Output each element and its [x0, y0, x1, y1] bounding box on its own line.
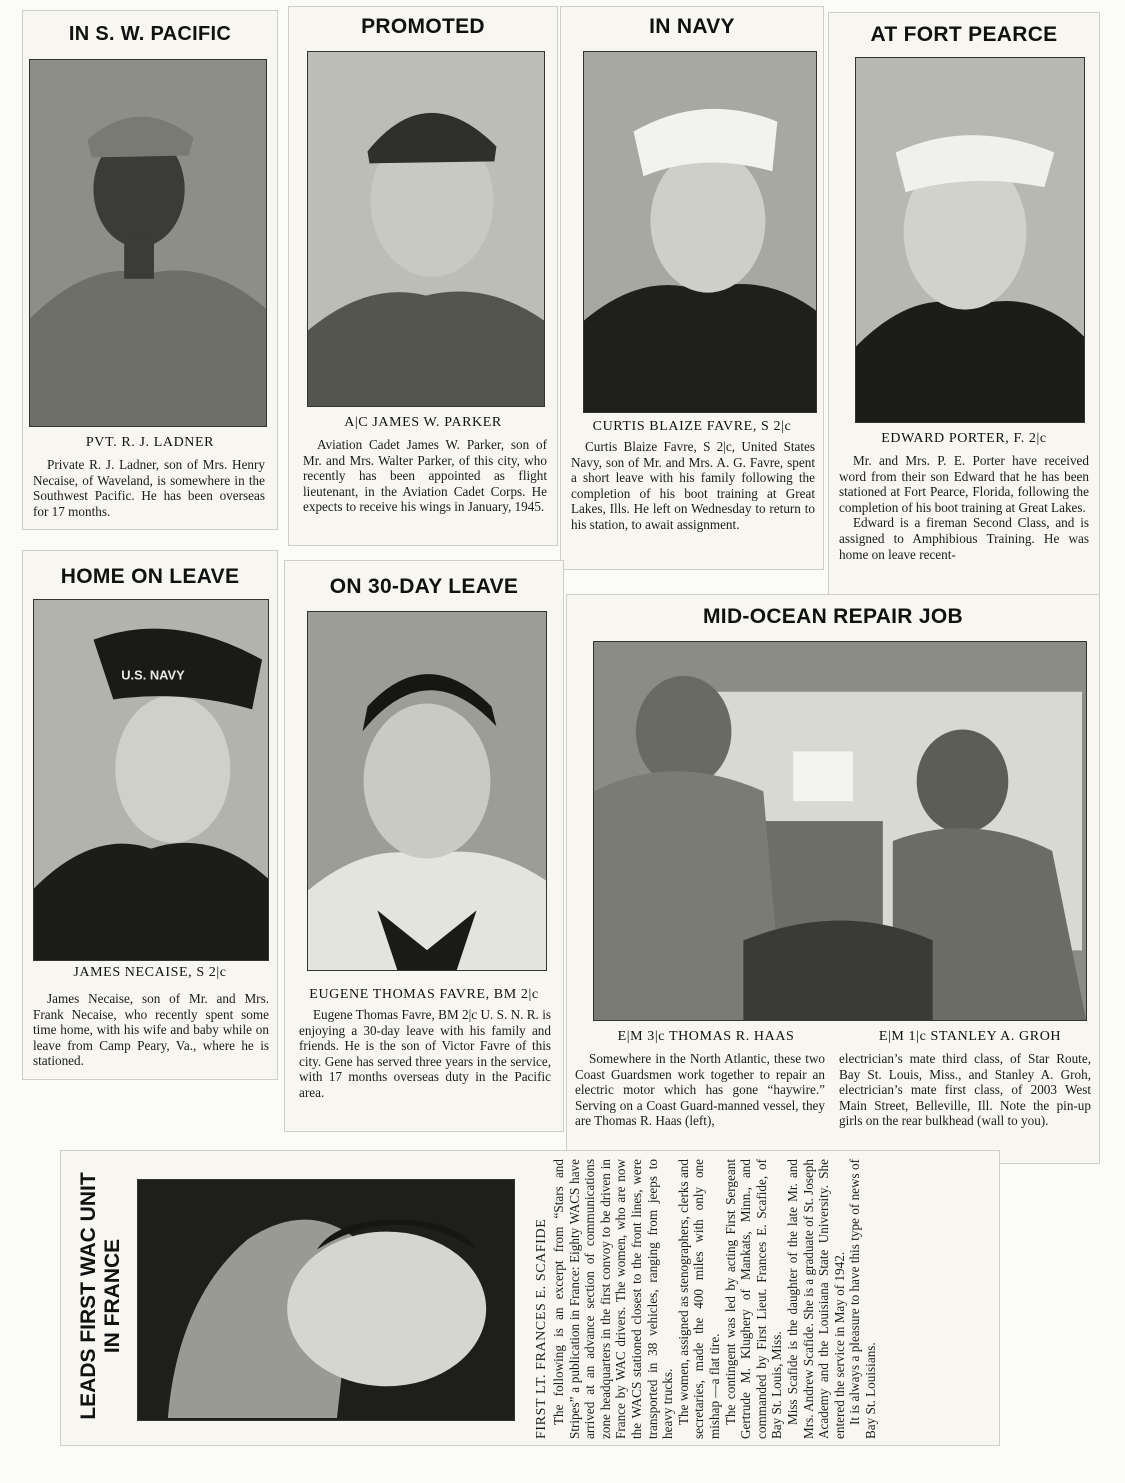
paragraph: The contingent was led by acting First Sergeant Gertrude M. Klughery of Mankats, Minn., and commanded by First Lieut. Frances E. Scafide, of Bay St. Louis, Miss. — [722, 1159, 785, 1439]
repair-photo — [593, 641, 1087, 1021]
paragraph: Miss Scafide is the daughter of the late Mr. and Mrs. Andrew Scafide. She is a graduate of St. Joseph Academy and the Louisiana State University. She entered the service in May of 1942. — [784, 1159, 847, 1439]
clipping-scafide — [60, 1150, 1000, 1446]
caption-ladner: PVT. R. J. LADNER — [85, 435, 215, 450]
paragraph: Mr. and Mrs. P. E. Porter have received word from their son Edward that he has been stationed at Fort Pearce, Florida, following the completion of his boot training at Great Lakes. — [839, 453, 1089, 515]
caption-porter: EDWARD PORTER, F. 2|c — [881, 431, 1047, 446]
clipping-porter — [828, 12, 1100, 596]
headline: HOME ON LEAVE — [60, 565, 240, 588]
headline: PROMOTED — [361, 15, 485, 38]
clipping-favre-eugene — [284, 560, 564, 1132]
caption-groh: E|M 1|c STANLEY A. GROH — [878, 1029, 1062, 1044]
headline-line2: IN FRANCE — [101, 1238, 124, 1354]
portrait-photo-favre-curtis — [583, 51, 817, 413]
clipping-necaise — [22, 550, 278, 1080]
clipping-favre-curtis — [560, 6, 824, 570]
paragraph: electrician’s mate third class, of Star Route, Bay St. Louis, Miss., and Stanley A. Groh, electrician’s mate first class, of 2003 West Main Street, Belleville, Ill. Note the pin-up girls on the rear bulkhead (wall to you). — [839, 1051, 1091, 1129]
article-body-favre-eugene — [299, 1007, 551, 1101]
paragraph: Aviation Cadet James W. Parker, son of Mr. and Mrs. Walter Parker, of this city, who recently has been appointed as flight lieutenant, in the Aviation Cadet Corps. He expects to receive his wings in January, 1945. — [303, 437, 547, 515]
headline: ON 30-DAY LEAVE — [329, 575, 519, 598]
paragraph: Edward is a fireman Second Class, and is assigned to Amphibious Training. He was home on leave recent- — [839, 515, 1089, 562]
paragraph: Eugene Thomas Favre, BM 2|c U. S. N. R. is enjoying a 30-day leave with his family and friends. He is the son of Victor Favre of this city. Gene has served three years in the service, with 17 months overseas duty in the Pacific area. — [299, 1007, 551, 1100]
paragraph: The following is an excerpt from “Stars and Stripes” a publication in France: Eighty WACS have arrived at an advance section of communications zone headquarters in the first convoy to be driven in France by WAC drivers. The women, who are now the WACS stationed closest to the front lines, were transported in 38 vehicles, ranging from jeeps to heavy trucks. — [551, 1159, 676, 1439]
caption-haas: E|M 3|c THOMAS R. HAAS — [617, 1029, 795, 1044]
caption-parker: A|C JAMES W. PARKER — [344, 415, 502, 430]
headline: IN S. W. PACIFIC — [68, 23, 232, 45]
headline-line1: LEADS FIRST WAC UNIT — [77, 1172, 100, 1420]
portrait-photo-ladner — [29, 59, 267, 427]
clipping-parker — [288, 6, 558, 546]
paragraph: James Necaise, son of Mr. and Mrs. Frank Necaise, who recently spent some time home, with his wife and baby while on leave from Camp Peary, Va., where he is stationed. — [33, 991, 269, 1069]
caption-scafide: FIRST LT. FRANCES E. SCAFIDE — [534, 1218, 549, 1439]
portrait-photo-necaise — [33, 599, 269, 961]
portrait-photo-scafide — [137, 1179, 515, 1421]
article-body-scafide — [533, 1159, 878, 1439]
article-body-necaise — [33, 991, 269, 1069]
headline: AT FORT PEARCE — [870, 23, 1058, 46]
article-column-left — [575, 1051, 825, 1129]
caption-favre-eugene: EUGENE THOMAS FAVRE, BM 2|c — [309, 987, 539, 1002]
headline: MID-OCEAN REPAIR JOB — [703, 605, 963, 628]
portrait-photo-parker — [307, 51, 545, 407]
article-body-porter — [839, 453, 1089, 562]
caption-necaise: JAMES NECAISE, S 2|c — [73, 965, 227, 980]
cap-text: U.S. NAVY — [121, 667, 185, 683]
paragraph: Curtis Blaize Favre, S 2|c, United States Navy, son of Mr. and Mrs. A. G. Favre, spent a short leave with his family following the completion of his boot training at Great Lakes, Ills. He left on Wednesday to return to his station, to await assignment. — [571, 439, 815, 532]
article-column-right — [839, 1051, 1091, 1129]
article-paragraphs — [551, 1159, 878, 1439]
article-body-ladner — [33, 457, 265, 519]
headline-rotated — [77, 1151, 125, 1441]
paragraph: Private R. J. Ladner, son of Mrs. Henry Necaise, of Waveland, is somewhere in the Southwest Pacific. He has been overseas for 17 months. — [33, 457, 265, 519]
caption-favre-curtis: CURTIS BLAIZE FAVRE, S 2|c — [592, 419, 792, 434]
paragraph: The women, assigned as stenographers, clerks and secretaries, made the 400 miles with only one mishap —a flat tire. — [675, 1159, 722, 1439]
clipping-repair-job — [566, 594, 1100, 1164]
portrait-photo-favre-eugene — [307, 611, 547, 971]
article-body-parker — [303, 437, 547, 515]
clipping-ladner — [22, 10, 278, 530]
article-body-favre-curtis — [571, 439, 815, 533]
portrait-photo-porter — [855, 57, 1085, 423]
headline: IN NAVY — [649, 15, 735, 38]
paragraph: Somewhere in the North Atlantic, these two Coast Guardsmen work together to repair an electric motor which has gone “haywire.” Serving on a Coast Guard-manned vessel, they are Thomas R. Haas (left), — [575, 1051, 825, 1129]
paragraph: It is always a pleasure to have this type of news of Bay St. Louisians. — [847, 1159, 878, 1439]
